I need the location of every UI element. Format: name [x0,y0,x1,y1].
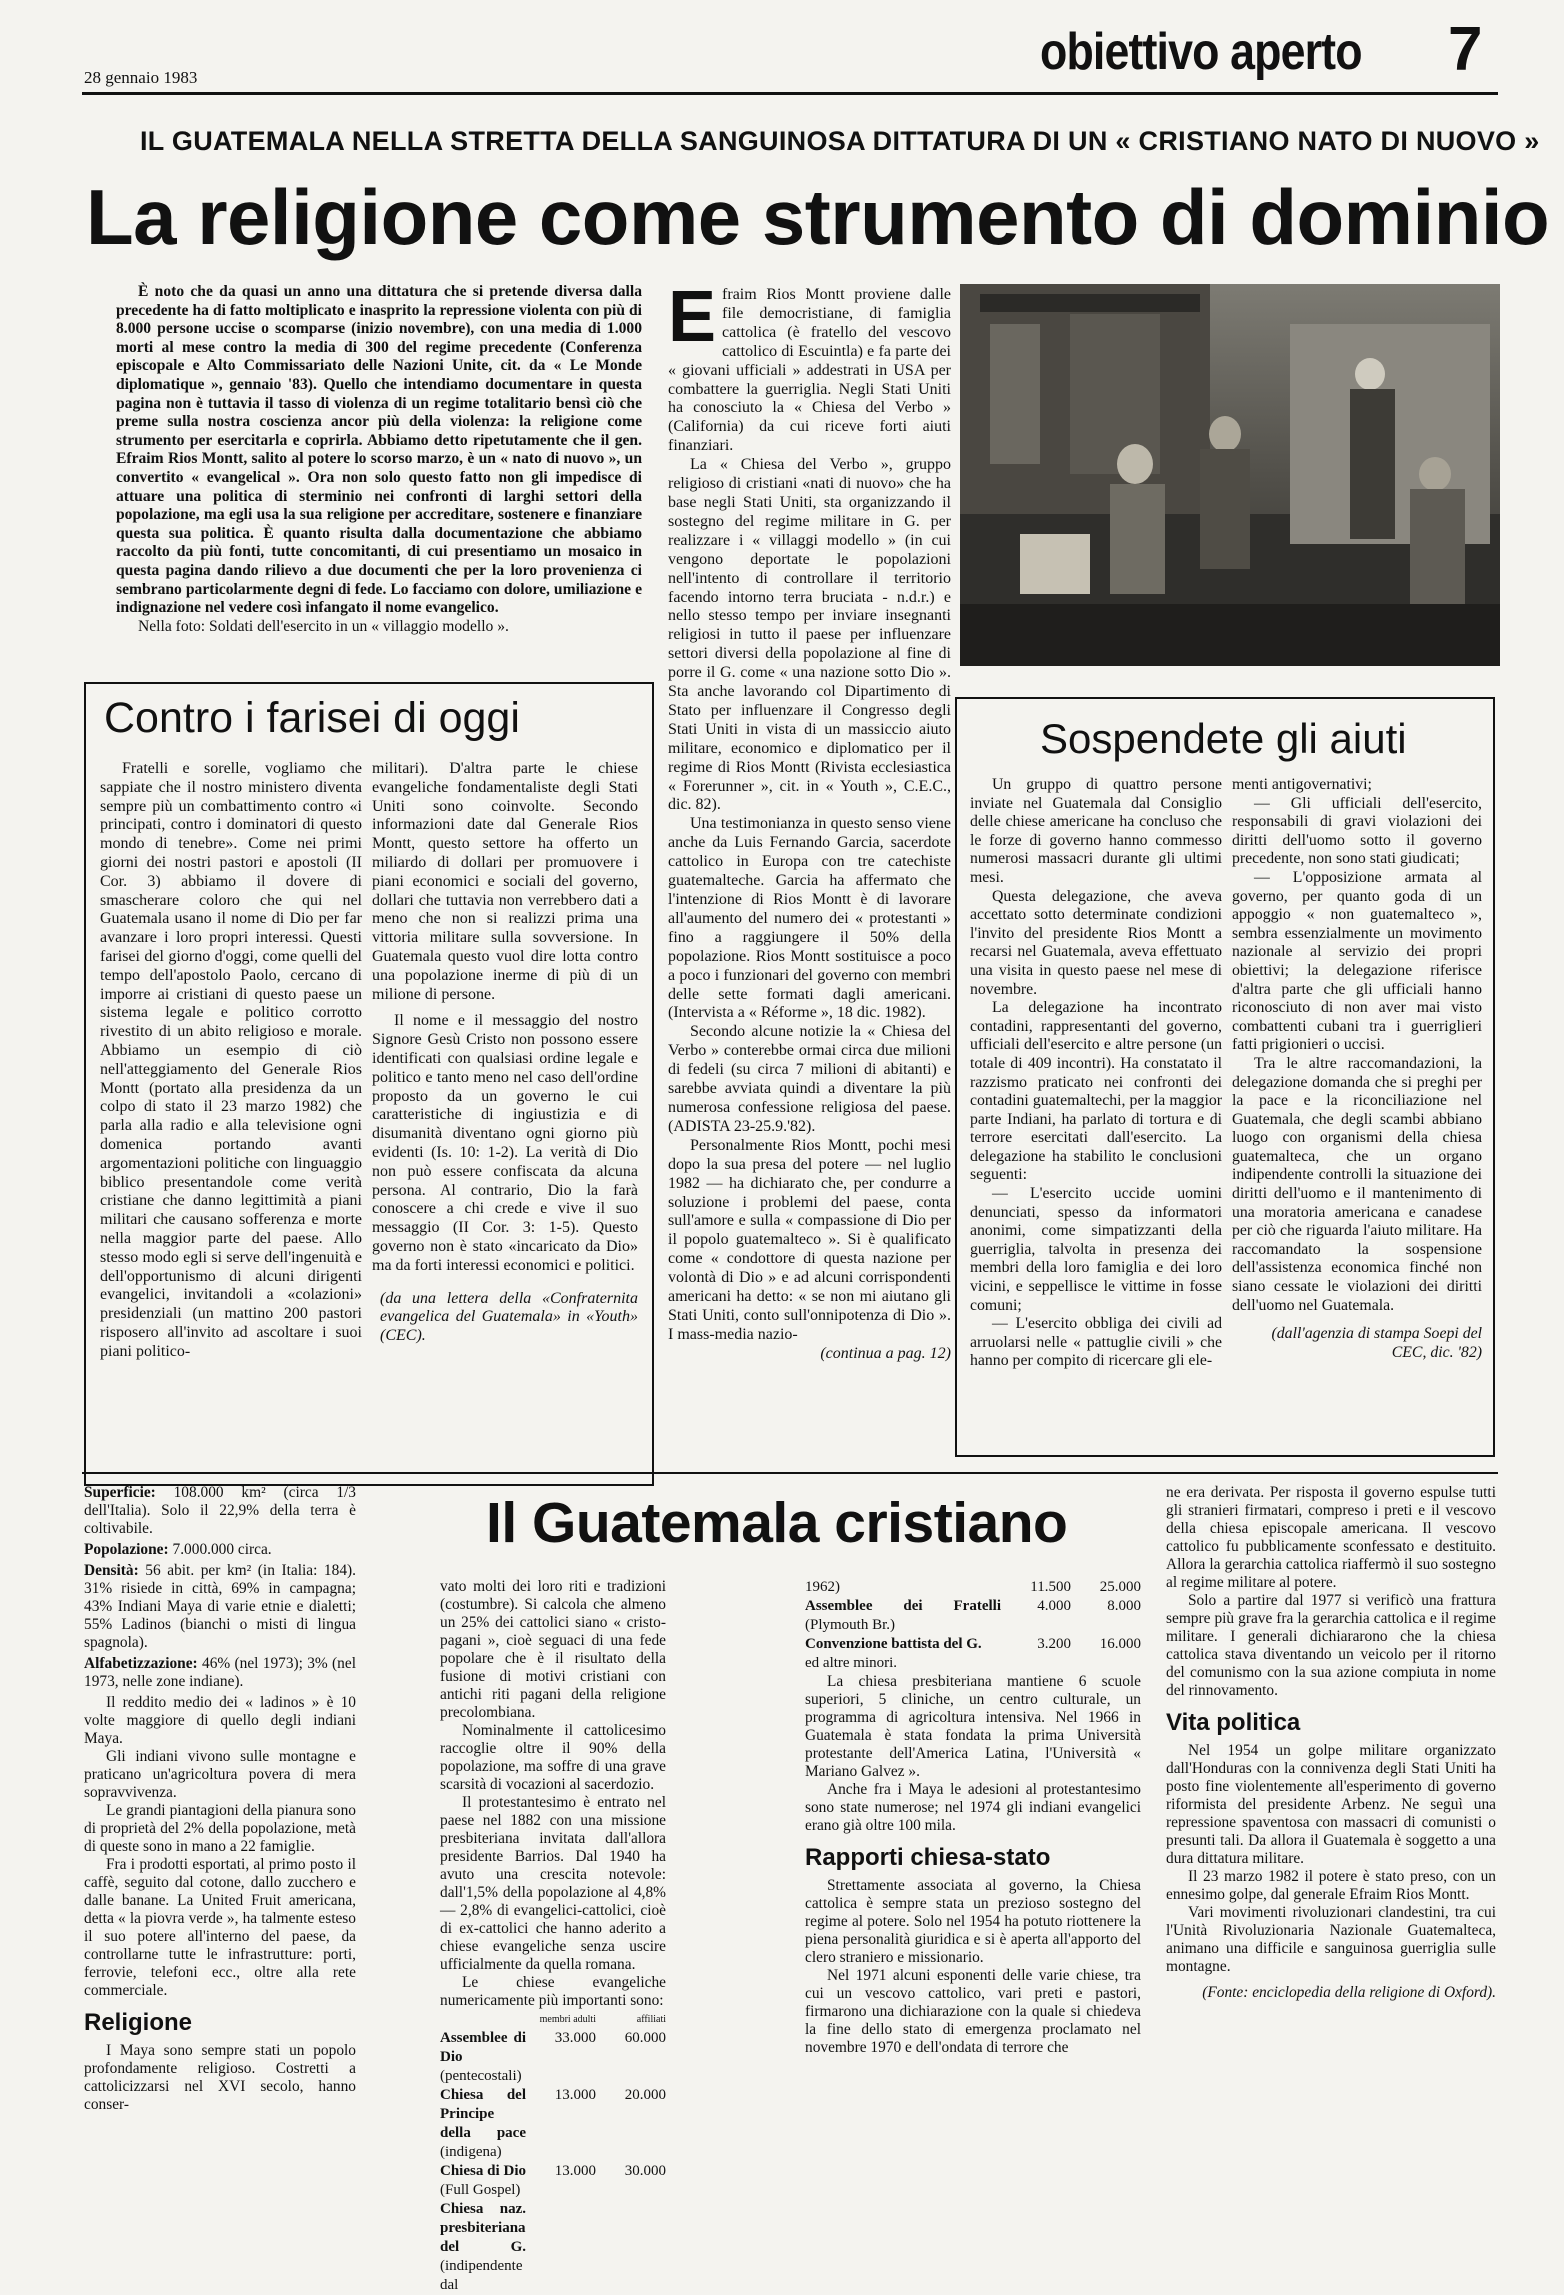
religione-title: Religione [84,2009,193,2036]
farisei-col1-text: Fratelli e sorelle, vogliamo che sappiate che il nostro ministero diventa sempre più un combattimento contro «i principati, contro i dominatori di questo mondo di tenebre». Come nei primi giorni dei nostri pastori e apostoli (II Cor. 3) abbiamo il dovere di smascherare coloro che qui nel Guatemala usano il nome di Dio per far avanzare i loro propri interessi. Questi farisei del giorno d'oggi, come quelli del tempo dell'apostolo Paolo, cercano di imporre ai cristiani di questo paese un sistema legale e politico corrotto rivestito di un abito religioso e morale. Abbiamo un esempio di ciò nell'atteggiamento del Generale Rios Montt (portato alla presidenza da un colpo di stato il 23 marzo 1982) che parla alla radio e alla televisione ogni domenica portando avanti argomentazioni politiche con linguaggio biblico presentandole come verità cristiane che danno legittimità a piani militari che causano sofferenza e morte nella maggior parte del paese. Allo stesso modo egli si serve dell'ingenuità e dell'opportunismo di alcuni dirigenti evangelici, invitandoli a «colazioni» presidenziali (un mattino 200 pastori risposero all'invito ad ascoltare i suoi piani politico- [100,760,362,1360]
farisei-col1 [100,760,362,1362]
table-row [805,1654,1141,1673]
kicker: IL GUATEMALA NELLA STRETTA DELLA SANGUINOSA DITTATURA DI UN « CRISTIANO NATO DI NUOVO » [140,126,1540,156]
church-note: (indipendente dal [440,2258,523,2293]
church-members: 13.000 [554,2163,596,2179]
headline: La religione come strumento di dominio [86,173,1550,261]
church-note: (Full Gospel) [440,2182,521,2198]
church-affiliates: 20.000 [624,2087,666,2103]
table-row [440,2086,666,2162]
farisei-col2a: militari). D'altra parte le chiese evangeliche fondamentaliste degli Stati Uniti sono coinvolte. Secondo informazioni date dal Generale Rios Montt, questo settore ha offerto un miliardo di dollari per promuovere i piani economici e sociali del governo, dollari che tuttavia non verrebbero dati a meno che non si realizzi prima una vittoria militare sulla sovversione. In Guatemala questo vuol dire lotta contro una popolazione inerme di più di un milione di persone. [372,760,638,1003]
church-members: 3.200 [1037,1636,1071,1652]
col2-para-0: vato molti dei loro riti e tradizioni (costumbre). Si calcola che almeno un 25% dei cattolici siano « cristo-pagani », cioè seguaci di una fede popolare che è il risultato della fusione di motivi cristiani con antichi riti pagani della religione precolombiana. [440,1578,666,1721]
col3-para-1: Anche fra i Maya le adesioni al protestantesimo sono state numerose; nel 1974 gli indiani evangelici erano già oltre 100 mila. [805,1781,1141,1834]
church-name [805,1597,1001,1635]
church-affiliates: 16.000 [1099,1636,1141,1652]
table-row [805,1597,1141,1635]
vita-para-2: Vari movimenti rivoluzionari clandestini, tra cui l'Unità Rivoluzionaria Nazionale Guatemalteca, animano una difficile e sanguinosa guerriglia sulle montagne. [1166,1904,1496,1975]
bottom-col4 [1166,1484,1496,2002]
aiuti-col1-p3: La delegazione ha incontrato contadini, rappresentanti del governo, ufficiali dell'esercito e altre persone (un totale di 409 incontri). Ha constatato il razzismo praticato nei confronti dei contadini guatemaltechi, per la maggior parte Indiani, ha parlato di tortura e di terrore esercitati dall'esercito. La delegazione ha stabilito le conclusioni seguenti: [970,999,1222,1184]
page-number: 7 [1448,15,1483,84]
middle-p3: Una testimonianza in questo senso viene anche da Luis Fernando Garcia, sacerdote cattolico in Europa con tre catechiste guatemalteche. Garcia ha affermato che l'intenzione di Rios Montt è di lavorare all'aumento del numero dei « protestanti » fino a raggiungere il 50% della popolazione. Rios Montt sostituisce a poco a poco i funzionari del governo con membri delle sette formati dagli americani. (Intervista a « Réforme », 18 dic. 1982). [668,815,951,1022]
church-note: (pentecostali) [440,2068,522,2084]
stats-para-3: Fra i prodotti esportati, al primo posto il caffè, seguito dal cotone, dallo zucchero e dalle banane. La United Fruit americana, detta « la piovra verde », ha talmente esteso il suo potere all'interno del paese, da controllarne tutte le infrastrutture: porti, ferrovie, telefoni ecc., oltre alla rete commerciale. [84,1856,356,1999]
section-name: obiettivo aperto [1040,23,1362,81]
aiuti-col2 [1232,776,1482,1362]
stat-label: Superficie: [84,1484,156,1501]
stats-para-2: Le grandi piantagioni della pianura sono di proprietà del 2% della popolazione, metà di queste sono in mano a 22 famiglie. [84,1802,356,1855]
church-members: 11.500 [1030,1579,1071,1595]
vita-para-0: Nel 1954 un golpe militare organizzato dall'Honduras con la connivenza degli Stati Uniti ha posto fine violentemente all'esperimento di governo riformista del presidente Arbenz. Ne seguì una repressione spaventosa con massacri di comunisti o presunti tali. Da allora il Guatemala è soggetto a una dura dittatura militare. [1166,1742,1496,1867]
aiuti-col1-p4: — L'esercito uccide uomini denunciati, spesso da informatori anonimi, come simpatizzanti della guerriglia, talvolta in presenza dei membri della loro famiglia e dei loro vicini, e seppellisce le vittime in fosse comuni; [970,1185,1222,1314]
bottom-col2 [440,1578,666,2295]
aiuti-title: Sospendete gli aiuti [1040,715,1407,762]
church-name-bold: Assemblee dei Fratelli [805,1598,1001,1614]
farisei-title: Contro i farisei di oggi [104,694,520,742]
church-affiliates: 25.000 [1099,1579,1141,1595]
bottom-title: Il Guatemala cristiano [486,1491,1068,1555]
church-members [1001,1654,1071,1673]
rapporti-para-0: Strettamente associata al governo, la Chiesa cattolica è sempre stata un prezioso sostegno del regime al potere. Solo nel 1954 ha potuto riottenere la piena personalità giuridica e si è aperta all'apporto del clero straniero e missionario. [805,1877,1141,1966]
table-header-cell: affiliati [636,2014,666,2025]
church-name [440,2086,526,2162]
stats-list [84,1484,356,1691]
continued-note: (continua a pag. 12) [820,1344,951,1362]
stat-value: 7.000.000 circa. [168,1541,272,1558]
aiuti-col2-p1: menti antigovernativi; [1232,776,1372,793]
stat-value: 46% (nel 1973); 3% (nel 1973, nelle zone indiane). [84,1655,356,1690]
dropcap: E [668,277,717,357]
middle-p2: La « Chiesa del Verbo », gruppo religioso di cristiani «nati di nuovo» che ha base negli Stati Uniti, sta organizzando il sostegno del regime militare in G. per realizzare i « villaggi modello » (in cui vengono deportate le popolazioni nell'intento di controllare il territorio facendo intorno terra bruciata - n.d.r.) e nello stesso tempo per inviare insegnanti religiosi in tutto il paese per influenzare settori diversi della popolazione al fine di porre il G. come « una nazione sotto Dio ». Sta anche lavorando col Dipartimento di Stato per influenzare il Congresso degli Stati Uniti in vista di un massiccio aiuto militare, economico e diplomatico per il regime di Rios Montt (Rivista ecclesiastica « Forerunner », cit. in « Youth », C.E.C., dic. 82). [668,456,951,814]
stat-line [84,1484,356,1538]
vita-para-1: Il 23 marzo 1982 il potere è stato preso, con un ennesimo golpe, dal generale Efraim Rios Montt. [1166,1868,1496,1903]
aiuti-col1-p2: Questa delegazione, che aveva accettato sotto determinate condizioni l'invito del presidente Rios Montt a recarsi nel Guatemala, aveva effettuato una visita in questo paese nel mese di novembre. [970,887,1222,998]
photo-caption: Nella foto: Soldati dell'esercito in un « villaggio modello ». [138,617,509,635]
stat-label: Densità: [84,1562,139,1579]
church-name [440,2162,526,2200]
col2-para-1: Nominalmente il cattolicesimo raccoglie oltre il 90% della popolazione, ma soffre di una grave scarsità di vocazioni al sacerdozio. [440,1722,666,1793]
intro-block [116,283,642,636]
table-row [440,2029,666,2086]
church-name [440,2029,526,2086]
col4-para-1: Solo a partire dal 1977 si verificò una frattura sempre più grave fra la gerarchia cattolica e il regime militare. I generali dichiararono che la chiesa cattolica stava diventando un veicolo per il ritorno del comunismo con la sua azione compiuta in nome del rinnovamento. [1166,1592,1496,1699]
stat-label: Popolazione: [84,1541,169,1558]
middle-p4: Secondo alcune notizie la « Chiesa del Verbo » conterebbe ormai circa due milioni di fedeli (su circa 7 milioni di abitanti) e sarebbe avviata quindi a diventare la più numerosa confessione religiosa del paese. (ADISTA 23-25.9.'82). [668,1023,951,1135]
church-name-bold: Assemblee di Dio [440,2030,526,2065]
farisei-col2b: Il nome e il messaggio del nostro Signore Gesù Cristo non possono essere identificati con qualsiasi ordine legale e politico e tanto meno nel caso dell'ordine proposto da un governo le cui caratteristiche di ingiustizia e di disumanità diventano ogni giorno più evidenti (Is. 10: 1-2). La verità di Dio non può essere confiscata da alcuna persona. Al contrario, Dio la farà conoscere a chi crede e vive il suo messaggio (II Cor. 3: 1-5). Questo governo non è stato «incaricato da Dio» ma da forti interessi economici e politici. [372,1012,638,1274]
col4-para-0: ne era derivata. Per risposta il governo espulse tutti gli stranieri firmatari, compreso i preti e il vescovo della chiesa episcopale americana. Il vescovo cattolico fu pubblicamente sconfessato e destituito. Allora la gerarchia cattolica riaffermò il suo sostegno al regime militare al potere. [1166,1484,1496,1591]
church-affiliates [1071,1654,1141,1673]
church-note: (indigena) [440,2144,502,2160]
vita-title: Vita politica [1166,1709,1301,1736]
bottom-col3 [805,1578,1141,2057]
aiuti-col2-p4: Tra le altre raccomandazioni, la delegazione domanda che si preghi per la pace e la riconciliazione nel Guatemala, che degli scambi abbiano luogo con organismi della chiesa guatemalteca, che un organo indipendente controlli la situazione dei diritti dell'uomo e il mantenimento di una moratoria americana e canadese per ciò che riguarda l'aiuto militare. Ha raccomandato la sospensione dell'assistenza economica finché non siano cessate le violazioni dei diritti dell'uomo nel Guatemala. [1232,1054,1482,1314]
table-header-empty [440,2010,526,2029]
col3-para-0: La chiesa presbiteriana mantiene 6 scuole superiori, 5 cliniche, un centro culturale, un programma di agricoltura intensiva. Nel 1966 in Guatemala è stata fondata la prima Università protestante dell'America Latina, l'Università « Mariano Galvez ». [805,1673,1141,1780]
church-name-bold: Chiesa di Dio [440,2163,526,2179]
church-name [805,1654,1001,1673]
stats-paragraphs [84,1694,356,2000]
farisei-source: (da una lettera della «Confraternita evangelica del Guatemala» in «Youth» (CEC). [380,1289,638,1345]
church-note: (Plymouth Br.) [805,1617,896,1633]
church-name [805,1635,1001,1654]
stats-column [84,1484,356,2114]
stat-line [84,1541,356,1559]
church-name-bold: Chiesa naz. presbiteriana del G. [440,2201,526,2255]
church-name [805,1578,1001,1597]
aiuti-col2-p3: — L'opposizione armata al governo, per quanto goda di un appoggio « non guatemalteco », sembra essenzialmente un movimento nazionale al servizio dei propri obiettivi; la delegazione riferisce d'altra parte che gli ufficiali hanno riconosciuto di non aver mai visto combattenti cubani tra i guerriglieri fatti prigionieri o uccisi. [1232,868,1482,1054]
church-affiliates: 30.000 [624,2163,666,2179]
photo-soldiers [960,284,1500,666]
middle-p5: Personalmente Rios Montt, pochi mesi dopo la sua presa del potere — nel luglio 1982 — ha dichiarato che, per condurre a soluzione i problemi del paese, conta sull'amore e sulla « compassione di Dio per il popolo guatemalteco ». Si è qualificato come « condottore di questa nazione per volontà di Dio » e ad alcuni corrispondenti americani ha detto: « se non mi aiutano gli Stati Uniti, conto sull'onnipotenza di Dio ». I mass-media nazio- [668,1136,951,1343]
church-affiliates: 60.000 [624,2030,666,2046]
stat-value: 56 abit. per km² (in Italia: 184). 31% risiede in città, 69% in campagna; 43% Indiani Maya di varie etnie e dialetti; 55% Ladinos (bianchi o misti di lingua spagnola). [84,1562,356,1651]
bottom-rule [82,1472,1498,1474]
table-row [440,2162,666,2200]
table-row [440,2200,666,2295]
stat-label: Alfabetizzazione: [84,1655,198,1672]
farisei-col2 [372,760,638,1346]
col2-para-3: Le chiese evangeliche numericamente più importanti sono: [440,1974,666,2009]
section-title [1040,22,1414,82]
churches-table-a [440,2010,666,2295]
church-members [526,2200,596,2295]
church-members: 33.000 [554,2030,596,2046]
aiuti-col2-p2: — Gli ufficiali dell'esercito, responsabili di gravi violazioni dei diritti dell'uomo sotto il governo precedente, non sono stati giudicati; [1232,794,1482,868]
church-affiliates [596,2200,666,2295]
stats-para-1: Gli indiani vivono sulle montagne e praticano un'agricoltura povera di mera sopravvivenza. [84,1748,356,1801]
church-name-bold: Convenzione battista del G. [805,1636,982,1652]
rapporti-title: Rapporti chiesa-stato [805,1844,1051,1871]
church-members: 4.000 [1037,1598,1071,1614]
church-name [440,2200,526,2295]
church-note: 1962) [805,1579,840,1595]
table-header-cell: membri adulti [539,2014,596,2025]
bottom-source: (Fonte: enciclopedia della religione di Oxford). [1202,1984,1496,2001]
church-members: 13.000 [554,2087,596,2103]
church-name-bold: Chiesa del Principe della pace [440,2087,526,2141]
page-date: 28 gennaio 1983 [84,68,198,87]
header-rule [82,92,1498,95]
stat-line [84,1655,356,1691]
col2-para-2: Il protestantesimo è entrato nel paese nel 1882 con una missione presbiteriana invitata dall'allora presidente Barrios. Dal 1940 ha avuto una crescita notevole: dall'1,5% della popolazione al 4,8% — 2,8% di evangelici-cattolici, cioè di ex-cattolici che hanno aderito a chiese evangeliche senza uscire ufficialmente da quella romana. [440,1794,666,1973]
churches-table-b [805,1578,1141,1673]
aiuti-col1 [970,776,1222,1371]
aiuti-source: (dall'agenzia di stampa Soepi del CEC, dic. '82) [1271,1325,1482,1361]
stats-para-0: Il reddito medio dei « ladinos » è 10 volte maggiore di quello degli indiani Maya. [84,1694,356,1747]
middle-column [668,277,951,1364]
table-row [805,1578,1141,1597]
aiuti-col1-p5: — L'esercito obbliga dei civili ad arruolarsi nelle « pattuglie civili » che hanno per compito di ricercare gli ele- [970,1315,1222,1370]
middle-p1: fraim Rios Montt proviene dalle file democristiane, di famiglia cattolica (è fratello del vescovo cattolico di Escuintla) e fa parte dei « giovani ufficiali » addestrati in USA per combattere la guerriglia. Negli Stati Uniti ha conosciuto la « Chiesa del Verbo » (California) da cui riceve forti aiuti finanziari. [668,286,951,455]
photo-image [960,284,1500,666]
table-row [805,1635,1141,1654]
religione-text: I Maya sono sempre stati un popolo profondamente religioso. Costretti a cattolicizzarsi nel XVI secolo, hanno conser- [84,2042,356,2113]
aiuti-col1-p1: Un gruppo di quattro persone inviate nel Guatemala dal Consiglio delle chiese americane ha concluso che le forze di governo hanno commesso numerosi massacri durante gli ultimi mesi. [970,776,1222,886]
table-header-row [440,2010,666,2029]
stat-line [84,1562,356,1652]
church-affiliates: 8.000 [1107,1598,1141,1614]
rapporti-para-1: Nel 1971 alcuni esponenti delle varie chiese, tra cui un vescovo cattolico, vari preti e pastori, firmarono una dichiarazione con la quale si chiedeva la fine dello stato di emergenza proclamato nel novembre 1970 e dell'ondata di terrore che [805,1967,1141,2056]
church-note: ed altre minori. [805,1655,898,1671]
intro-text: È noto che da quasi un anno una dittatura che si pretende diversa dalla precedente ha di fatto moltiplicato e inasprito la repressione violenta con più di 8.000 persone uccise o scomparse (inizio novembre), con una media di 1.000 morti al mese contro la media di 300 del regime precedente (Conferenza episcopale e Alto Commissariato delle Nazioni Unite, cit. da « Le Monde diplomatique », gennaio '83). Quello che intendiamo documentare in questa pagina non è tuttavia il tasso di violenza di un regime totalitario bensì ciò che preme sulla nostra coscienza ancor più della violenza: la religione come strumento per esercitarla e coprirla. Abbiamo detto ripetutamente che il gen. Efraim Rios Montt, salito al potere lo scorso marzo, è un « nato di nuovo », un convertito « evangelical ». Ora non solo questo fatto non gli impedisce di attuare una politica di sterminio nei confronti di larghi settori della popolazione, ma egli usa la sua religione per accreditare, sostenere e finanziare questa sua politica. È quanto risulta dalla documentazione che abbiamo raccolto da più fonti, tutte concomitanti, di cui presentiamo un mosaico in questa pagina dando rilievo a due documenti che per la loro provenienza ci sembrano particolarmente degni di fede. Lo facciamo con dolore, umiliazione e indignazione nel vedere così infangato il nome evangelico. [116,283,642,617]
stat-value: 108.000 km² (circa 1/3 dell'Italia). Solo il 22,9% della terra è coltivabile. [84,1484,356,1537]
